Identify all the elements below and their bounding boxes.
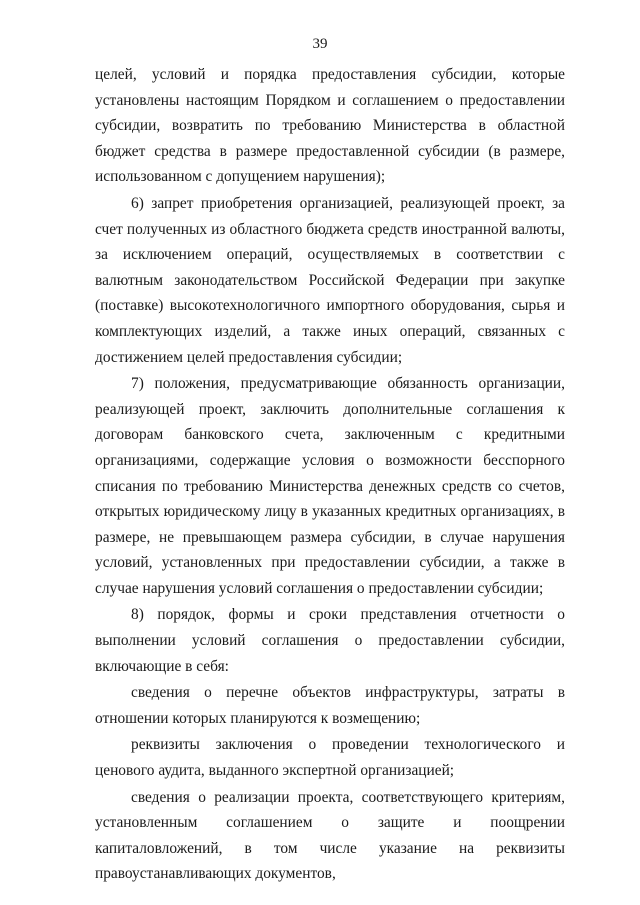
paragraph-project-info: сведения о реализации проекта, соответствующего критериям, установленным соглашением о защите и поощрении капиталовложений, в том числе указание на реквизиты правоустанавливающих документов, bbox=[95, 788, 565, 883]
paragraph-infrastructure-list: сведения о перечне объектов инфраструктуры, затраты в отношении которых планируются к возмещению; bbox=[95, 684, 565, 727]
paragraph-item-6: 6) запрет приобретения организацией, реализующей проект, за счет полученных из областного бюджета средств иностранной валюты, за исключением операций, осуществляемых в соответствии с валютным законодательством Российской Федерации при закупке (поставке) высокотехнологичного импортного оборудования, сырья и комплектующих изделий, а также иных операций, связанных с достижением целей предоставления субсидии; bbox=[95, 194, 565, 366]
paragraph-item-7: 7) положения, предусматривающие обязанность организации, реализующей проект, заключить дополнительные соглашения к договорам банковского счета, заключенным с кредитными организациями, содержащие условия о возможности бесспорного списания по требованию Министерства денежных средств со счетов, открытых юридическому лицу в указанных кредитных организациях, в размере, не превышающем размера субсидии, в случае нарушения условий, установленных при предоставлении субсидии, а также в случае нарушения условий соглашения о предоставлении субсидии; bbox=[95, 375, 565, 597]
paragraph-item-8: 8) порядок, формы и сроки представления отчетности о выполнении условий соглашения о предоставлении субсидии, включающие в себя: bbox=[95, 606, 565, 675]
document-body bbox=[95, 62, 565, 887]
paragraph-audit-details: реквизиты заключения о проведении технологического и ценового аудита, выданного экспертной организацией; bbox=[95, 736, 565, 780]
paragraph-continuation: целей, условий и порядка предоставления субсидии, которые установлены настоящим Порядком и соглашением о предоставлении субсидии, возвратить по требованию Министерства в областной бюджет средства в размере предоставленной субсидии (в размере, использованном с допущением нарушения); bbox=[95, 66, 565, 186]
page-number: 39 bbox=[312, 36, 328, 52]
